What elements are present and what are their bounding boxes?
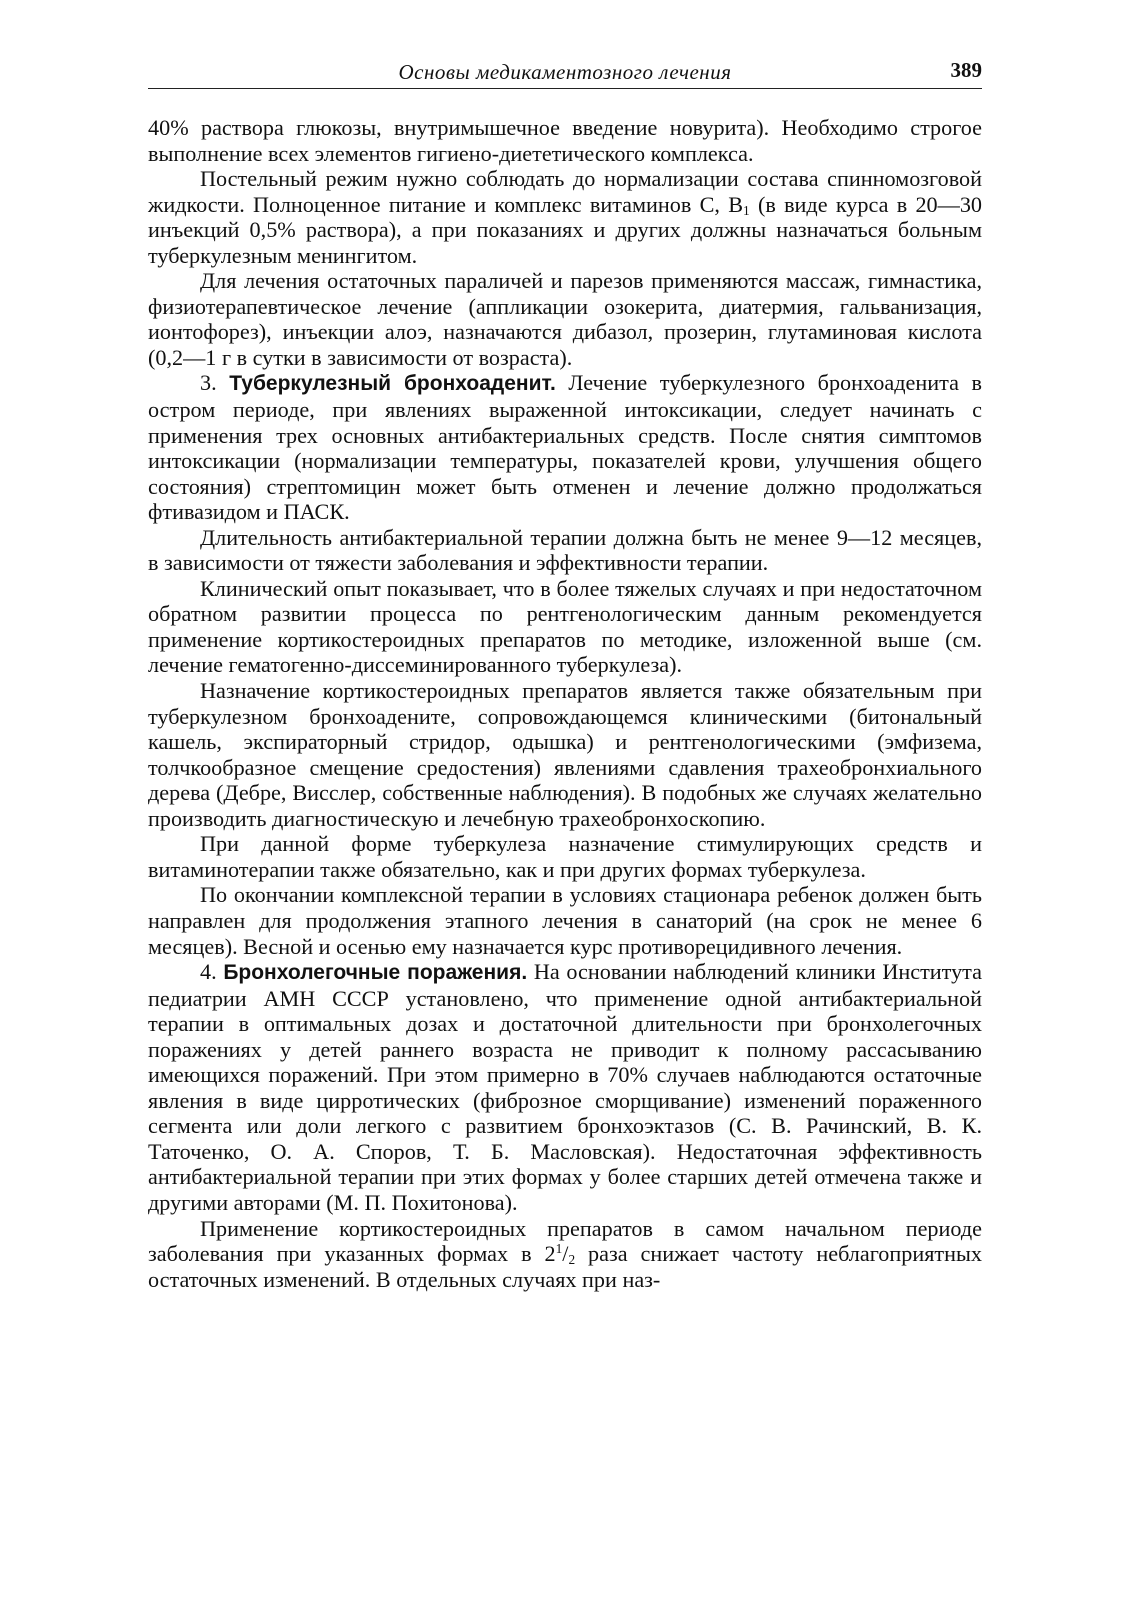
running-header	[148, 54, 982, 89]
paragraph-4	[148, 370, 982, 524]
running-title: Основы медикаментозного лечения	[398, 60, 732, 84]
section-number-3: 3.	[200, 370, 230, 396]
fraction-denominator: 2	[568, 1252, 576, 1268]
paragraph-2-text-a: Постельный режим нужно соблюдать до нормализации состава спинномозговой жидкости. Полноценное питание и комплекс витаминов С, В	[148, 166, 982, 217]
paragraph-11-text-a: Применение кортикостероидных препаратов в самом начальном периоде заболевания при указанных формах в 2	[148, 1215, 982, 1267]
paragraph-1: 40% раствора глюкозы, внутримышечное введение новурита). Необходимо строгое выполнение всех элементов гигиено-диететического комплекса.	[148, 115, 982, 166]
section-heading-bronchopulmonary: Бронхолегочные поражения.	[223, 961, 528, 985]
paragraph-10	[148, 959, 982, 1215]
paragraph-10-text: На основании наблюдений клиники Института педиатрии АМН СССР установлено, что применение одной антибактериальной терапии в оптимальных дозах и достаточной длительности при бронхолегочных поражениях у детей раннего возраста не приводит к полному рассасыванию имеющихся поражений. При этом примерно в 70% случаев наблюдаются остаточные явления в виде цирротических (фиброзное сморщивание) изменений пораженного сегмента или доли легкого с развитием бронхоэктазов (С. В. Рачинский, В. К. Таточенко, О. А. Споров, Т. Б. Масловская). Недостаточная эффективность антибактериальной терапии при этих формах у более старших детей отмечена также и другими авторами (М. П. Похитонова).	[148, 959, 982, 1215]
paragraph-3: Для лечения остаточных параличей и парезов применяются массаж, гимнастика, физиотерапевтическое лечение (аппликации озокерита, диатермия, гальванизация, ионтофорез), инъекции алоэ, назначаются дибазол, прозерин, глутаминовая кислота (0,2—1 г в сутки в зависимости от возраста).	[148, 268, 982, 370]
paragraph-8: При данной форме туберкулеза назначение стимулирующих средств и витаминотерапии также обязательно, как и при других формах туберкулеза.	[148, 831, 982, 882]
section-number-4: 4.	[200, 959, 224, 985]
book-page	[148, 54, 982, 1292]
paragraph-6: Клинический опыт показывает, что в более тяжелых случаях и при недостаточном обратном развитии процесса по рентгенологическим данным рекомендуется применение кортикостероидных препаратов по методике, изложенной выше (см. лечение гематогенно-диссеминированного туберкулеза).	[148, 575, 982, 678]
paragraph-11-text-b: раза снижает частоту неблагоприятных остаточных изменений. В отдельных случаях при наз-	[148, 1241, 982, 1292]
body-text	[148, 115, 982, 1292]
paragraph-11	[148, 1216, 982, 1293]
page-number: 389	[950, 58, 982, 82]
paragraph-4-text: Лечение туберкулезного бронхоаденита в остром периоде, при явлениях выраженной интоксикации, следует начинать с применения трех основных антибактериальных средств. После снятия симптомов интоксикации (нормализации температуры, показателей крови, улучшения общего состояния) стрептомицин может быть отменен и лечение должно продолжаться фтивазидом и ПАСК.	[148, 370, 982, 525]
paragraph-2-text-b: (в виде курса в 20—30 инъекций 0,5% раствора), а при показаниях и других должны назначаться больным туберкулезным менингитом.	[148, 191, 983, 268]
paragraph-7: Назначение кортикостероидных препаратов является также обязательным при туберкулезном бронхоадените, сопровождающемся клиническими (битональный кашель, экспираторный стридор, одышка) и рентгенологическими (эмфизема, толчкообразное смещение средостения) явлениями сдавления трахеобронхиального дерева (Дебре, Висслер, собственные наблюдения). В подобных же случаях желательно производить диагностическую и лечебную трахеобронхоскопию.	[148, 678, 982, 831]
section-heading-bronchoadenitis: Туберкулезный бронхоаденит.	[229, 372, 556, 396]
fraction-numerator: 1	[555, 1241, 563, 1257]
paragraph-9: По окончании комплексной терапии в условиях стационара ребенок должен быть направлен для продолжения этапного лечения в санаторий (на срок не менее 6 месяцев). Весной и осенью ему назначается курс противорецидивного лечения.	[148, 882, 982, 959]
paragraph-5: Длительность антибактериальной терапии должна быть не менее 9—12 месяцев, в зависимости от тяжести заболевания и эффективности терапии.	[148, 524, 982, 576]
subscript-1: 1	[743, 202, 750, 218]
paragraph-2	[148, 166, 982, 268]
fraction-slash: /	[562, 1241, 569, 1267]
